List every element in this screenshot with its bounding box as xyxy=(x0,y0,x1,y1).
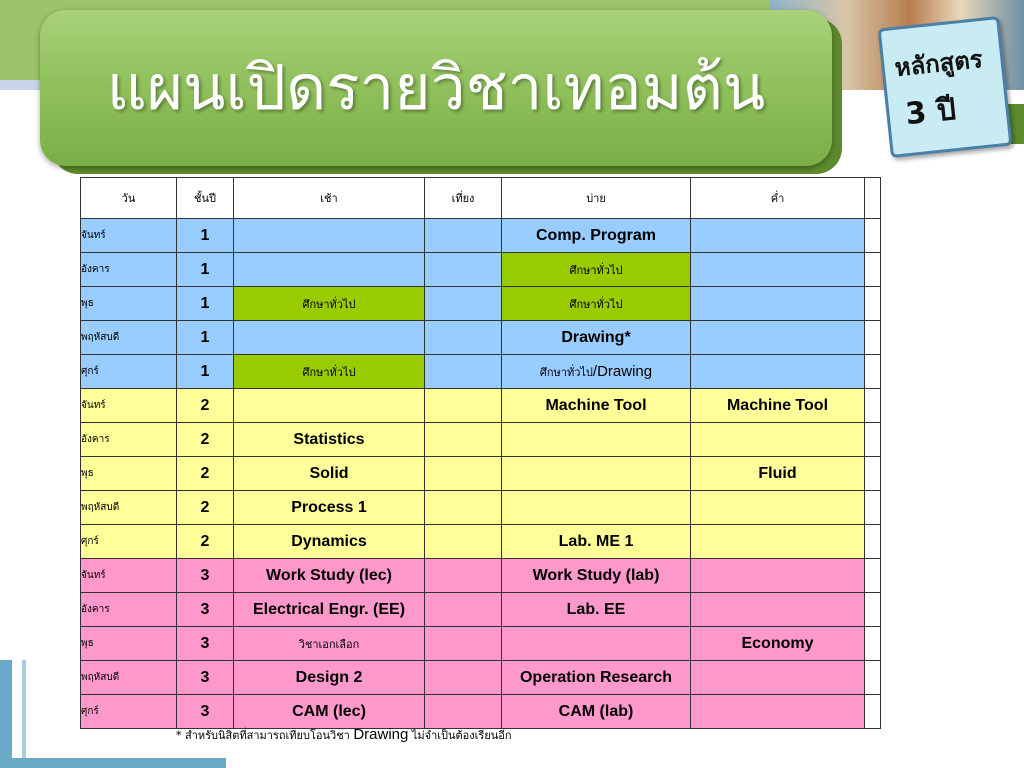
footnote-star: * xyxy=(176,729,182,742)
footnote-course: Drawing xyxy=(353,726,409,743)
cell-extra xyxy=(865,491,881,525)
badge-duration xyxy=(903,86,958,138)
cell-day: พุธ xyxy=(81,627,177,661)
header-extra xyxy=(865,178,881,219)
table-row xyxy=(81,559,881,593)
cell-afternoon xyxy=(502,627,691,661)
cell-afternoon-thai: ศึกษาทั่วไป xyxy=(539,365,593,379)
cell-day: พฤหัสบดี xyxy=(81,491,177,525)
cell-morning xyxy=(234,253,425,287)
cell-year: 2 xyxy=(177,525,234,559)
cell-evening xyxy=(691,593,865,627)
cell-evening xyxy=(691,423,865,457)
cell-noon xyxy=(425,559,502,593)
curriculum-badge xyxy=(878,16,1013,158)
cell-morning: วิชาเอกเลือก xyxy=(234,627,425,661)
cell-afternoon: ศึกษาทั่วไป xyxy=(502,253,691,287)
decorative-bar xyxy=(0,660,12,768)
cell-afternoon xyxy=(502,423,691,457)
cell-noon xyxy=(425,253,502,287)
cell-evening xyxy=(691,253,865,287)
cell-day: อังคาร xyxy=(81,253,177,287)
cell-noon xyxy=(425,457,502,491)
cell-day: อังคาร xyxy=(81,423,177,457)
table-row xyxy=(81,525,881,559)
cell-day: ศุกร์ xyxy=(81,525,177,559)
cell-extra xyxy=(865,661,881,695)
bottom-bar xyxy=(0,758,226,768)
cell-afternoon: CAM (lab) xyxy=(502,695,691,729)
cell-evening xyxy=(691,695,865,729)
table-row xyxy=(81,253,881,287)
cell-year: 2 xyxy=(177,491,234,525)
cell-extra xyxy=(865,355,881,389)
title-box xyxy=(40,10,832,166)
cell-afternoon xyxy=(502,491,691,525)
cell-noon xyxy=(425,525,502,559)
table-row xyxy=(81,355,881,389)
badge-label: หลักสูตร xyxy=(893,45,984,83)
cell-morning: Solid xyxy=(234,457,425,491)
cell-noon xyxy=(425,491,502,525)
cell-afternoon: Comp. Program xyxy=(502,219,691,253)
cell-evening xyxy=(691,525,865,559)
cell-evening xyxy=(691,321,865,355)
cell-year: 1 xyxy=(177,355,234,389)
cell-year: 2 xyxy=(177,457,234,491)
cell-morning xyxy=(234,389,425,423)
table-row xyxy=(81,593,881,627)
cell-extra xyxy=(865,287,881,321)
cell-day: จันทร์ xyxy=(81,219,177,253)
cell-day: อังคาร xyxy=(81,593,177,627)
cell-day: ศุกร์ xyxy=(81,695,177,729)
table-row xyxy=(81,219,881,253)
cell-afternoon: Operation Research xyxy=(502,661,691,695)
cell-extra xyxy=(865,525,881,559)
cell-afternoon xyxy=(502,355,691,389)
cell-extra xyxy=(865,457,881,491)
cell-afternoon: ศึกษาทั่วไป xyxy=(502,287,691,321)
decorative-line xyxy=(22,660,26,760)
cell-day: พุธ xyxy=(81,287,177,321)
cell-evening: Machine Tool xyxy=(691,389,865,423)
cell-day: พุธ xyxy=(81,457,177,491)
table-row xyxy=(81,457,881,491)
header-morning: เช้า xyxy=(234,178,425,219)
cell-morning: Electrical Engr. (EE) xyxy=(234,593,425,627)
cell-afternoon: Drawing* xyxy=(502,321,691,355)
cell-morning: ศึกษาทั่วไป xyxy=(234,287,425,321)
table-row xyxy=(81,423,881,457)
cell-evening: Fluid xyxy=(691,457,865,491)
cell-noon xyxy=(425,661,502,695)
cell-evening xyxy=(691,287,865,321)
cell-extra xyxy=(865,253,881,287)
cell-evening xyxy=(691,559,865,593)
cell-evening xyxy=(691,355,865,389)
table-row xyxy=(81,491,881,525)
cell-noon xyxy=(425,287,502,321)
header-noon: เที่ยง xyxy=(425,178,502,219)
cell-morning: Process 1 xyxy=(234,491,425,525)
cell-extra xyxy=(865,389,881,423)
schedule-table xyxy=(80,177,881,729)
cell-noon xyxy=(425,423,502,457)
cell-afternoon: Lab. EE xyxy=(502,593,691,627)
cell-noon xyxy=(425,627,502,661)
cell-extra xyxy=(865,321,881,355)
cell-evening: Economy xyxy=(691,627,865,661)
header-row xyxy=(81,178,881,219)
cell-year: 1 xyxy=(177,253,234,287)
table-row xyxy=(81,321,881,355)
table-row xyxy=(81,661,881,695)
cell-day: พฤหัสบดี xyxy=(81,661,177,695)
footnote-text-before: สำหรับนิสิตที่สามารถเทียบโอนวิชา xyxy=(185,729,350,742)
cell-noon xyxy=(425,593,502,627)
cell-extra xyxy=(865,695,881,729)
cell-noon xyxy=(425,389,502,423)
cell-afternoon: Machine Tool xyxy=(502,389,691,423)
header-year: ชั้นปี xyxy=(177,178,234,219)
cell-afternoon: Lab. ME 1 xyxy=(502,525,691,559)
cell-extra xyxy=(865,219,881,253)
page-title: แผนเปิดรายวิชาเทอมต้น xyxy=(106,51,766,124)
cell-afternoon-en: /Drawing xyxy=(592,362,653,380)
badge-years-number: 3 xyxy=(903,95,929,133)
cell-morning xyxy=(234,219,425,253)
cell-day: พฤหัสบดี xyxy=(81,321,177,355)
cell-year: 2 xyxy=(177,423,234,457)
cell-morning: ศึกษาทั่วไป xyxy=(234,355,425,389)
cell-evening xyxy=(691,661,865,695)
cell-extra xyxy=(865,627,881,661)
cell-morning: Work Study (lec) xyxy=(234,559,425,593)
cell-year: 1 xyxy=(177,287,234,321)
table-row xyxy=(81,287,881,321)
cell-extra xyxy=(865,423,881,457)
table-row xyxy=(81,627,881,661)
cell-morning: Statistics xyxy=(234,423,425,457)
cell-evening xyxy=(691,219,865,253)
cell-day: ศุกร์ xyxy=(81,355,177,389)
cell-year: 2 xyxy=(177,389,234,423)
table-row xyxy=(81,389,881,423)
cell-noon xyxy=(425,695,502,729)
cell-afternoon xyxy=(502,457,691,491)
cell-year: 1 xyxy=(177,321,234,355)
cell-extra xyxy=(865,593,881,627)
cell-morning: Dynamics xyxy=(234,525,425,559)
cell-morning xyxy=(234,321,425,355)
cell-day: จันทร์ xyxy=(81,559,177,593)
cell-year: 3 xyxy=(177,559,234,593)
footnote-text-after: ไม่จำเป็นต้องเรียนอีก xyxy=(411,729,512,742)
table-row xyxy=(81,695,881,729)
cell-morning: CAM (lec) xyxy=(234,695,425,729)
cell-year: 3 xyxy=(177,593,234,627)
cell-year: 3 xyxy=(177,661,234,695)
header-afternoon: บ่าย xyxy=(502,178,691,219)
cell-year: 1 xyxy=(177,219,234,253)
cell-evening xyxy=(691,491,865,525)
cell-year: 3 xyxy=(177,627,234,661)
cell-noon xyxy=(425,219,502,253)
cell-year: 3 xyxy=(177,695,234,729)
cell-extra xyxy=(865,559,881,593)
footnote xyxy=(176,726,512,744)
header-evening: ค่ำ xyxy=(691,178,865,219)
cell-day: จันทร์ xyxy=(81,389,177,423)
cell-morning: Design 2 xyxy=(234,661,425,695)
cell-afternoon: Work Study (lab) xyxy=(502,559,691,593)
cell-noon xyxy=(425,355,502,389)
header-day: วัน xyxy=(81,178,177,219)
badge-years-unit: ปี xyxy=(935,92,958,129)
cell-noon xyxy=(425,321,502,355)
